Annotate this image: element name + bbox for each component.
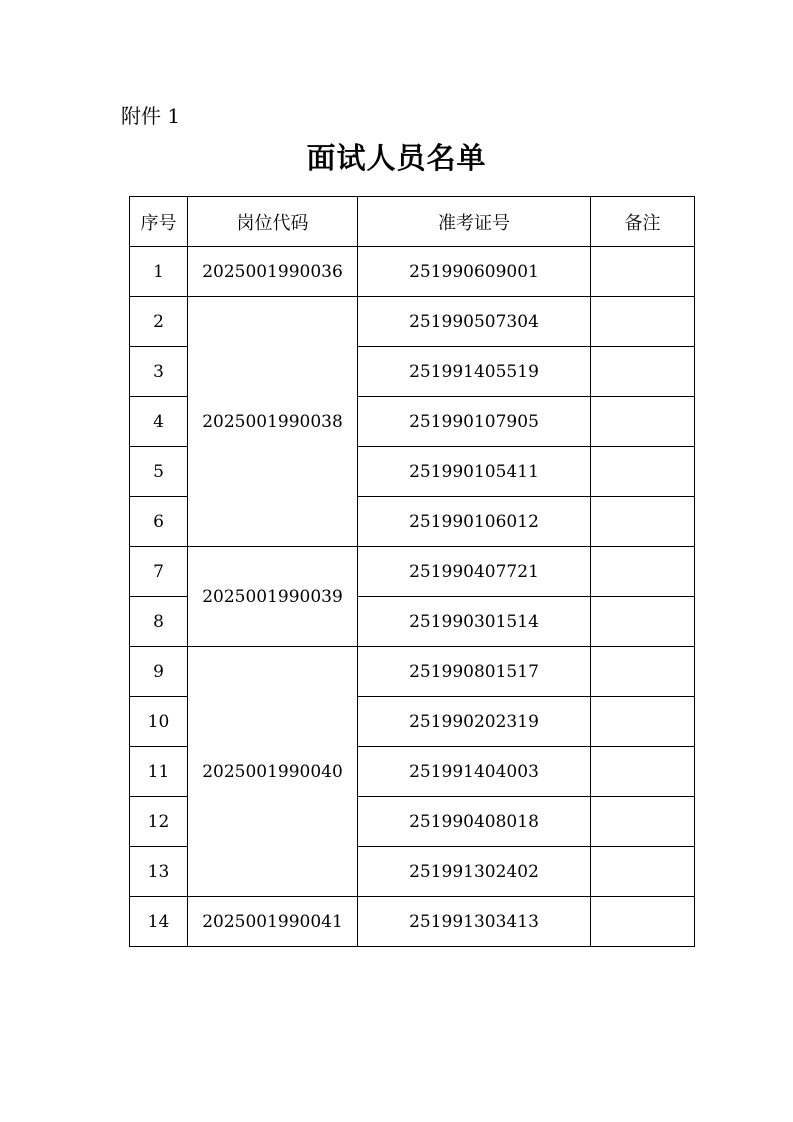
cell-ticket-number: 251990105411 <box>358 447 591 497</box>
cell-ticket-number: 251990609001 <box>358 247 591 297</box>
cell-remark <box>591 547 695 597</box>
cell-remark <box>591 497 695 547</box>
cell-seq: 11 <box>130 747 188 797</box>
cell-remark <box>591 747 695 797</box>
cell-post-code: 2025001990040 <box>188 647 358 897</box>
cell-remark <box>591 347 695 397</box>
table-body <box>130 247 695 947</box>
cell-ticket-number: 251990407721 <box>358 547 591 597</box>
cell-seq: 9 <box>130 647 188 697</box>
cell-remark <box>591 247 695 297</box>
interview-roster-table <box>129 196 695 947</box>
cell-remark <box>591 847 695 897</box>
cell-seq: 7 <box>130 547 188 597</box>
cell-seq: 13 <box>130 847 188 897</box>
cell-ticket-number: 251991303413 <box>358 897 591 947</box>
header-remark: 备注 <box>591 197 695 247</box>
cell-post-code: 2025001990041 <box>188 897 358 947</box>
cell-seq: 10 <box>130 697 188 747</box>
cell-ticket-number: 251990408018 <box>358 797 591 847</box>
cell-remark <box>591 447 695 497</box>
cell-ticket-number: 251990801517 <box>358 647 591 697</box>
cell-remark <box>591 647 695 697</box>
table-row <box>130 647 695 697</box>
cell-seq: 3 <box>130 347 188 397</box>
table-header-row <box>130 197 695 247</box>
cell-ticket-number: 251991302402 <box>358 847 591 897</box>
cell-remark <box>591 797 695 847</box>
cell-remark <box>591 397 695 447</box>
cell-remark <box>591 297 695 347</box>
cell-seq: 8 <box>130 597 188 647</box>
cell-post-code: 2025001990039 <box>188 547 358 647</box>
cell-ticket-number: 251990301514 <box>358 597 591 647</box>
header-ticket: 准考证号 <box>358 197 591 247</box>
cell-post-code: 2025001990036 <box>188 247 358 297</box>
cell-ticket-number: 251990202319 <box>358 697 591 747</box>
cell-post-code: 2025001990038 <box>188 297 358 547</box>
cell-seq: 12 <box>130 797 188 847</box>
cell-seq: 4 <box>130 397 188 447</box>
cell-seq: 2 <box>130 297 188 347</box>
cell-ticket-number: 251990507304 <box>358 297 591 347</box>
cell-seq: 14 <box>130 897 188 947</box>
table-row <box>130 547 695 597</box>
page-title: 面试人员名单 <box>306 141 487 175</box>
cell-ticket-number: 251991405519 <box>358 347 591 397</box>
cell-ticket-number: 251990107905 <box>358 397 591 447</box>
cell-ticket-number: 251991404003 <box>358 747 591 797</box>
cell-remark <box>591 897 695 947</box>
table-row <box>130 247 695 297</box>
attachment-label: 附件 1 <box>121 104 181 128</box>
cell-remark <box>591 697 695 747</box>
cell-seq: 5 <box>130 447 188 497</box>
cell-ticket-number: 251990106012 <box>358 497 591 547</box>
header-post-code: 岗位代码 <box>188 197 358 247</box>
cell-seq: 6 <box>130 497 188 547</box>
header-seq: 序号 <box>130 197 188 247</box>
cell-remark <box>591 597 695 647</box>
table-row <box>130 297 695 347</box>
table-row <box>130 897 695 947</box>
cell-seq: 1 <box>130 247 188 297</box>
